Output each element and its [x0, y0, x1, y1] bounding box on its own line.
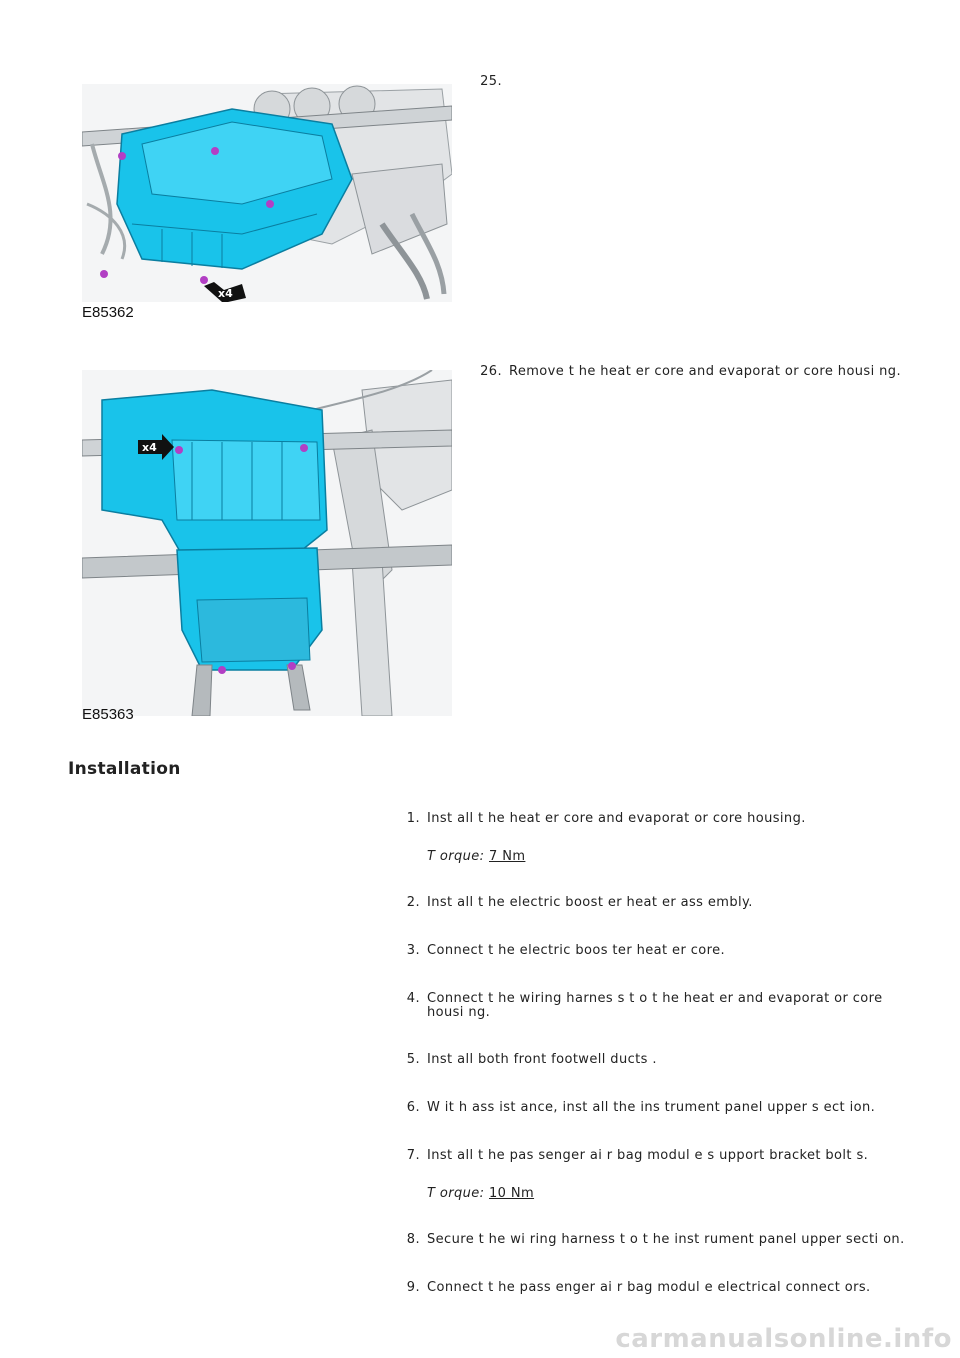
step-number: 7. — [406, 1148, 420, 1163]
step-number: 6. — [406, 1100, 420, 1115]
figure-e85363 — [82, 370, 452, 716]
step-number: 4. — [406, 991, 420, 1006]
torque-label: T orque: — [427, 1186, 485, 1201]
multiplier-badge: x4 — [218, 287, 233, 300]
step-number: 9. — [406, 1280, 420, 1295]
install-step-4 — [396, 991, 896, 1025]
step-text: Remove t he heat er core and evaporat or core housi ng. — [509, 364, 901, 379]
step-number: 1. — [406, 811, 420, 826]
heater-core-housing-illustration — [82, 370, 452, 716]
watermark: carmanualsonline.info — [615, 1324, 952, 1354]
step-number: 5. — [406, 1052, 420, 1067]
step-text: Inst all t he pas senger ai r bag modul e s upport bracket bolt s. — [427, 1148, 869, 1163]
torque-value-link[interactable]: 7 Nm — [489, 849, 526, 864]
step-text: Connect t he pass enger ai r bag modul e electrical connect ors. — [427, 1280, 871, 1295]
step-text: Inst all t he electric boost er heat er ass embly. — [427, 895, 753, 910]
torque-value-link[interactable]: 10 Nm — [489, 1186, 535, 1201]
step-number: 25. — [480, 74, 502, 89]
step-text-continued: housi ng. — [427, 1005, 491, 1020]
section-heading-installation: Installation — [68, 759, 181, 779]
multiplier-badge: x4 — [142, 441, 157, 454]
step-text: Secure t he wi ring harness t o t he inst rument panel upper secti on. — [427, 1232, 905, 1247]
step-number: 2. — [406, 895, 420, 910]
step-number: 3. — [406, 943, 420, 958]
figure-e85362 — [82, 84, 452, 302]
step-text: Inst all t he heat er core and evaporat or core housing. — [427, 811, 806, 826]
step-text: W it h ass ist ance, inst all the ins trument panel upper s ect ion. — [427, 1100, 876, 1115]
torque-spec-7 — [427, 1186, 534, 1201]
torque-spec-1 — [427, 849, 525, 864]
step-number: 8. — [406, 1232, 420, 1247]
step-text: Connect t he electric boos ter heat er core. — [427, 943, 726, 958]
figure-code: E85363 — [82, 706, 134, 723]
step-text: Connect t he wiring harnes s t o t he heat er and evaporat or core — [427, 991, 883, 1006]
step-text: Inst all both front footwell ducts . — [427, 1052, 657, 1067]
heater-housing-illustration — [82, 84, 452, 302]
step-number: 26. — [480, 364, 502, 379]
torque-label: T orque: — [427, 849, 485, 864]
figure-code: E85362 — [82, 304, 134, 321]
